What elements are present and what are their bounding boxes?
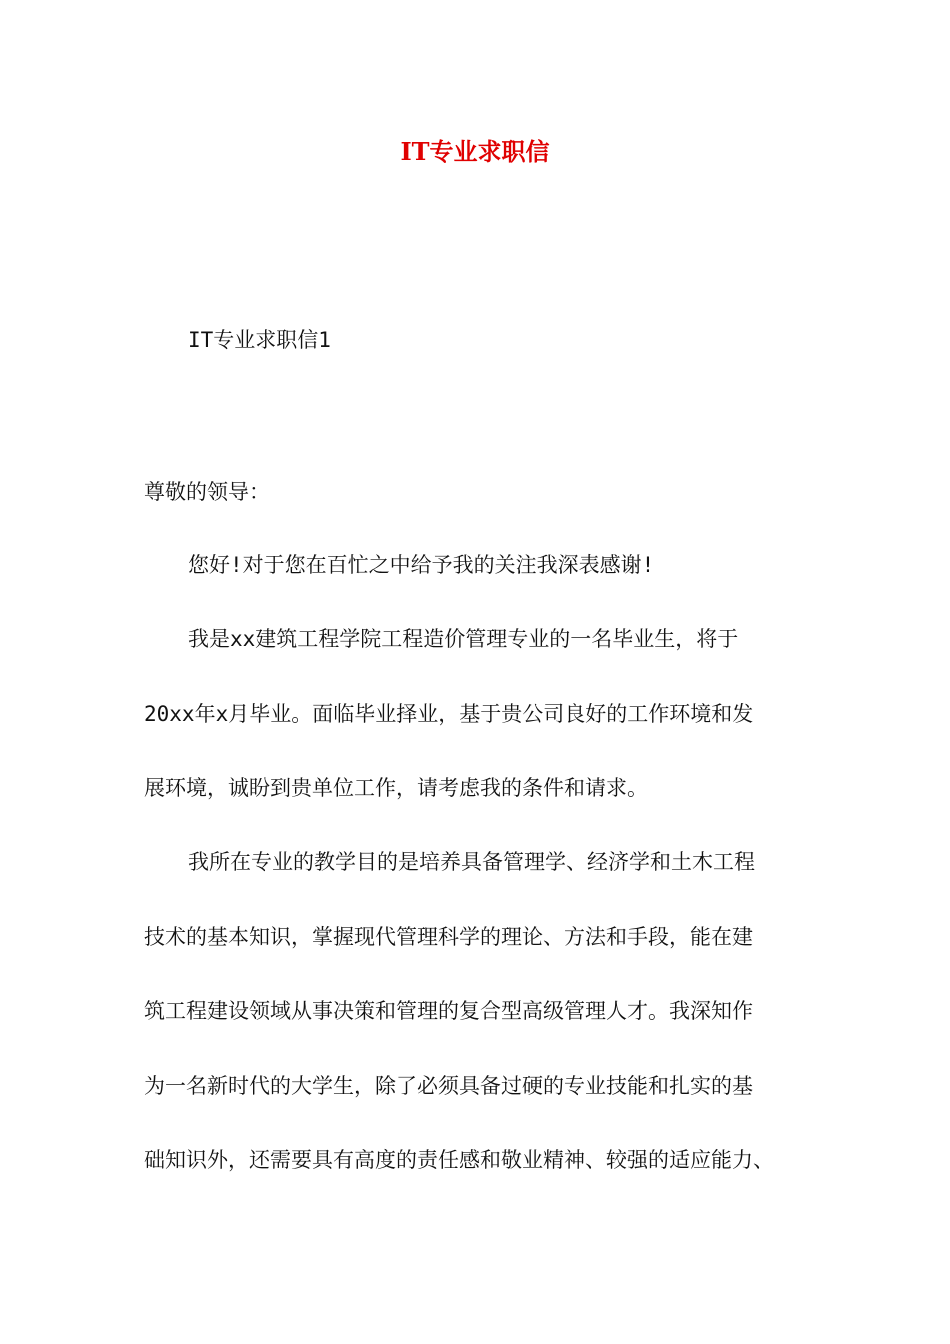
document-title: IT专业求职信 (400, 137, 550, 166)
body-line-2: 我是xx建筑工程学院工程造价管理专业的一名毕业生，将于 (188, 627, 739, 651)
letter-subtitle: IT专业求职信1 (188, 328, 331, 352)
body-line-6: 技术的基本知识，掌握现代管理科学的理论、方法和手段，能在建 (144, 925, 753, 949)
body-line-4: 展环境，诚盼到贵单位工作，请考虑我的条件和请求。 (144, 776, 648, 800)
body-line-9: 础知识外，还需要具有高度的责任感和敬业精神、较强的适应能力、 (144, 1148, 774, 1172)
body-line-8: 为一名新时代的大学生，除了必须具备过硬的专业技能和扎实的基 (144, 1074, 753, 1098)
body-line-7: 筑工程建设领域从事决策和管理的复合型高级管理人才。我深知作 (144, 999, 753, 1023)
body-line-3: 20xx年x月毕业。面临毕业择业，基于贵公司良好的工作环境和发 (144, 702, 754, 726)
body-line-1: 您好!对于您在百忙之中给予我的关注我深表感谢! (188, 553, 655, 577)
body-line-5: 我所在专业的教学目的是培养具备管理学、经济学和土木工程 (188, 850, 755, 874)
salutation: 尊敬的领导： (144, 480, 270, 504)
